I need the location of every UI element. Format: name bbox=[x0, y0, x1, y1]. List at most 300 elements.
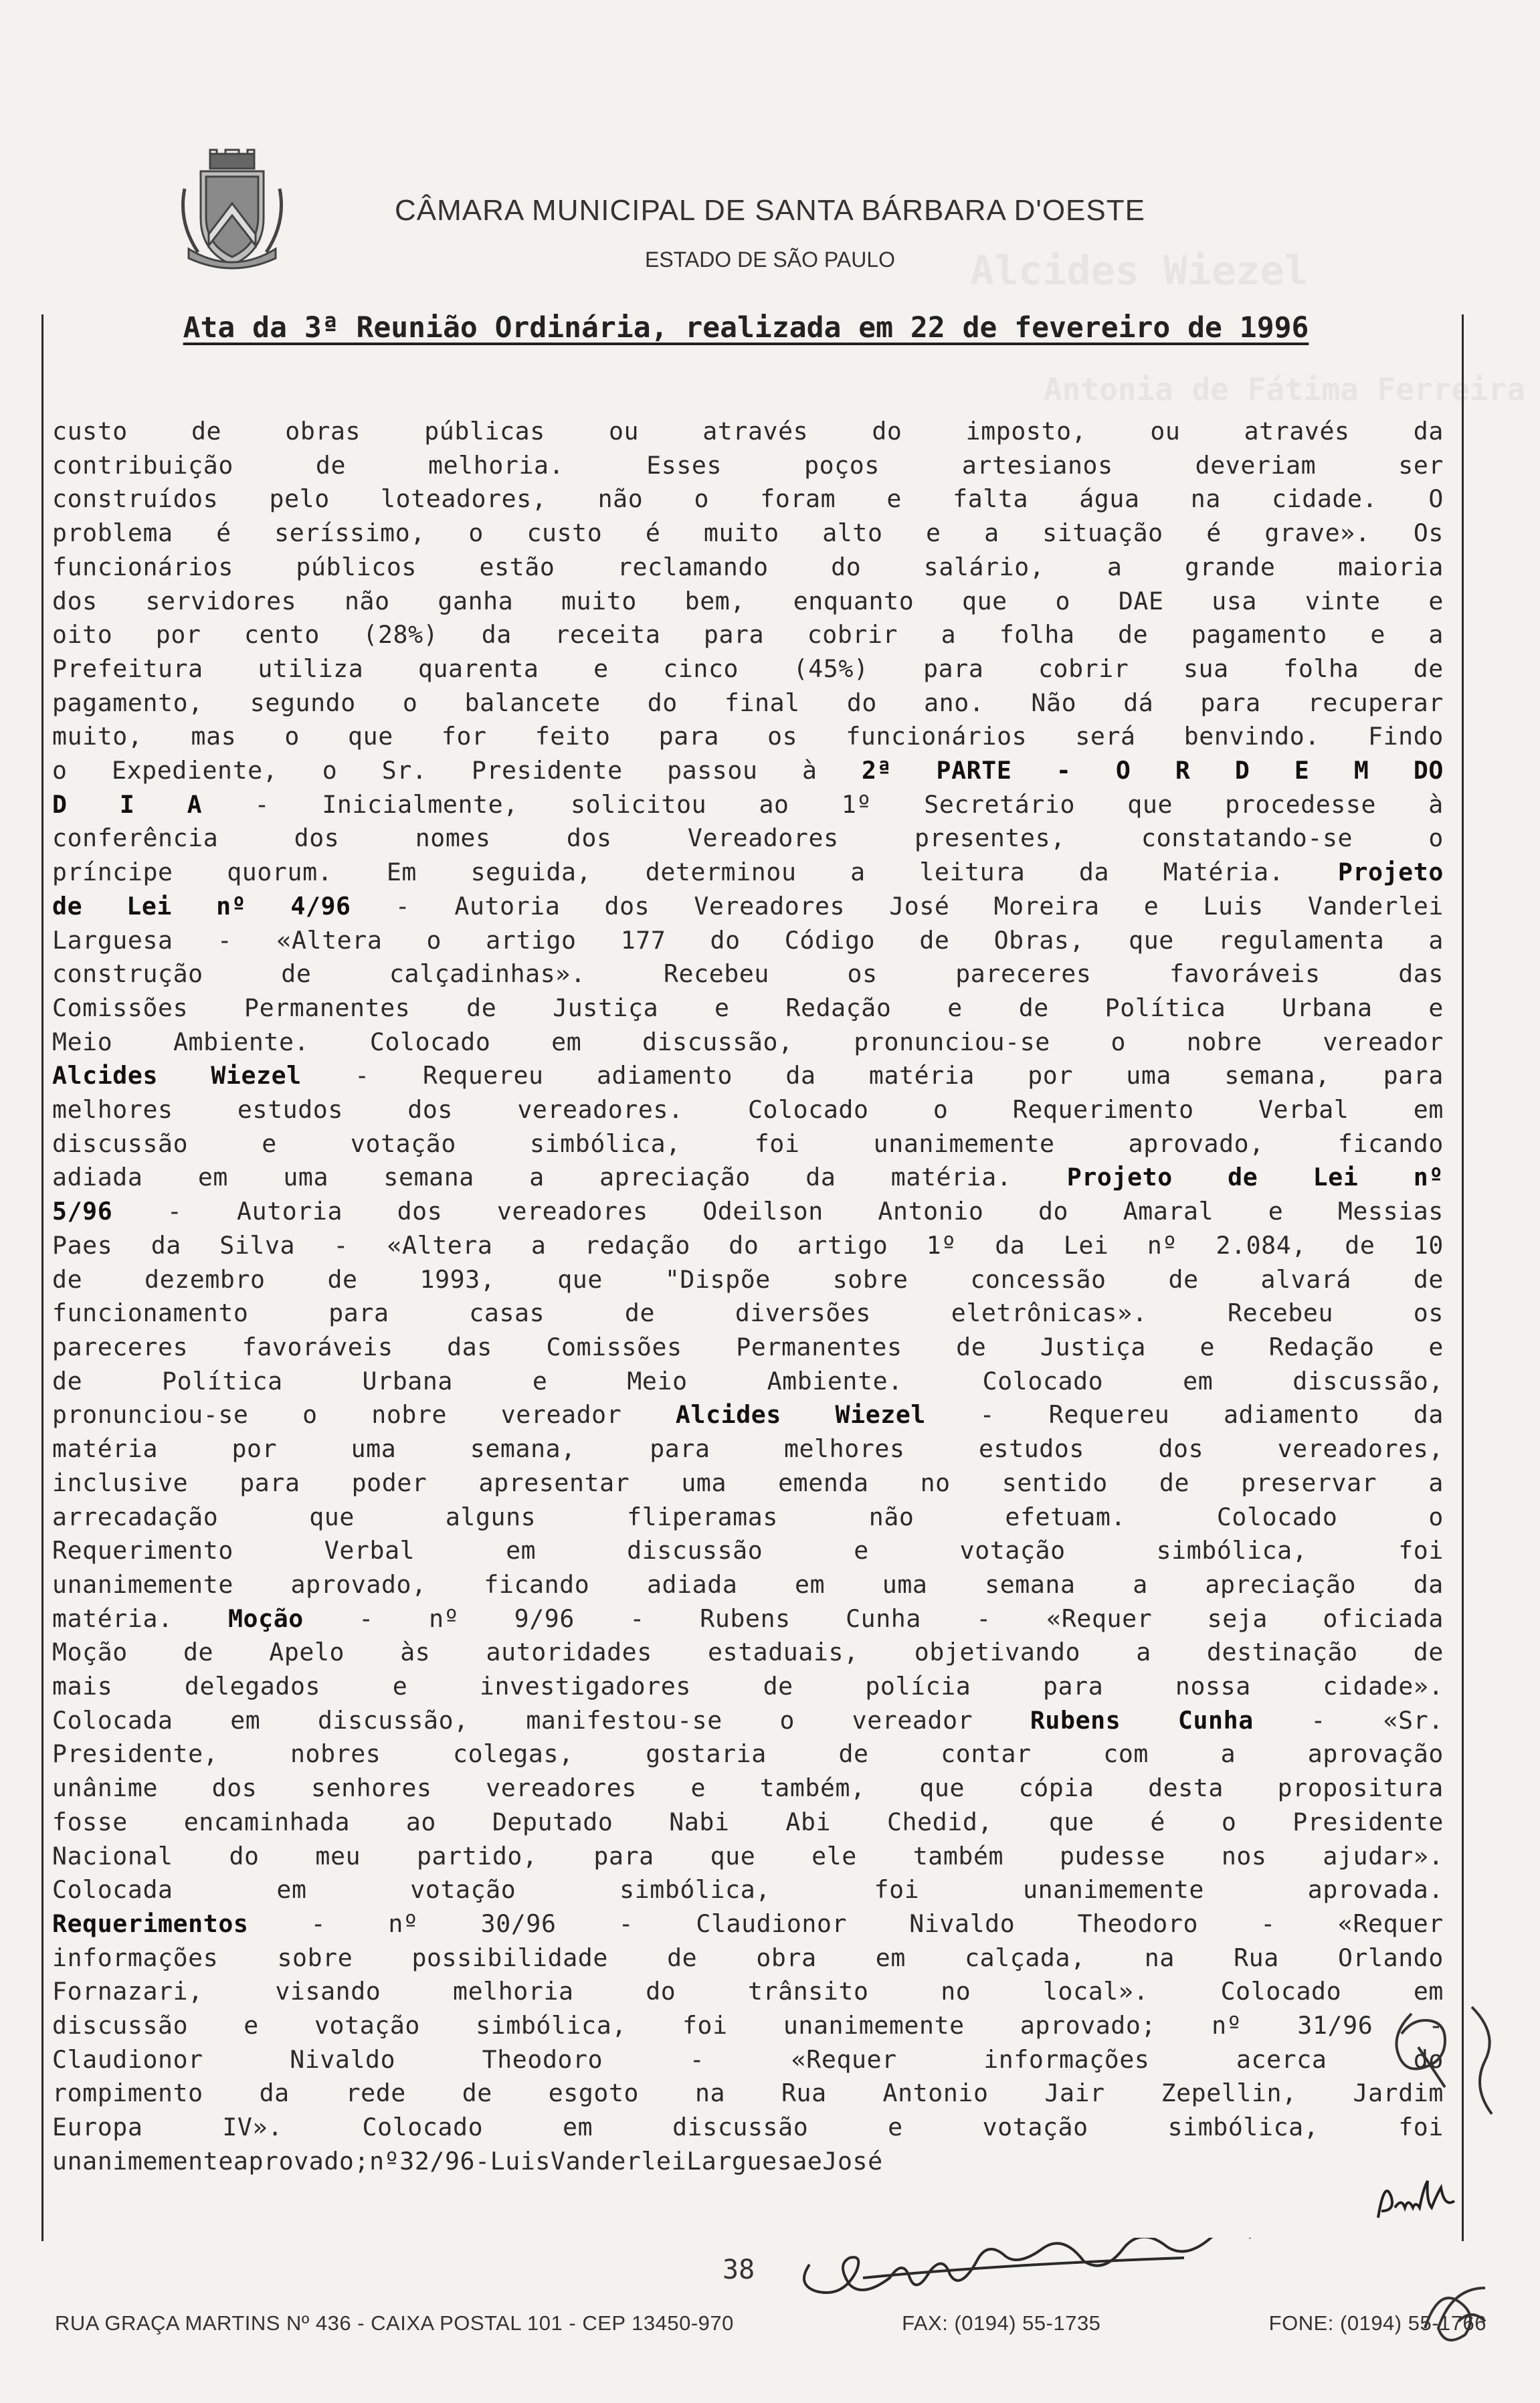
word: e bbox=[1268, 1197, 1284, 1226]
word: - bbox=[689, 2044, 705, 2074]
word: será bbox=[1075, 722, 1136, 751]
text-line bbox=[52, 1501, 1444, 1535]
text-line bbox=[52, 551, 1444, 585]
word: semana bbox=[383, 1163, 474, 1192]
word: inclusive bbox=[52, 1468, 189, 1497]
word: partido, bbox=[416, 1841, 538, 1870]
word: - bbox=[310, 1909, 326, 1938]
word: da bbox=[1078, 858, 1110, 887]
word: pudesse bbox=[1059, 1841, 1165, 1870]
word: estão bbox=[479, 552, 555, 581]
word: para bbox=[328, 1299, 389, 1328]
word: - bbox=[976, 1604, 991, 1633]
word: benvindo. bbox=[1183, 722, 1320, 751]
word: de bbox=[462, 2079, 492, 2108]
word: discussão bbox=[672, 2113, 809, 2142]
minutes-title: Ata da 3ª Reunião Ordinária, realizada em 22 de fevereiro de 1996 bbox=[183, 311, 1309, 345]
word: procedesse bbox=[1225, 789, 1377, 819]
word: para bbox=[593, 1841, 654, 1870]
word: - bbox=[1428, 2011, 1444, 2040]
text-line bbox=[52, 788, 1444, 822]
word: os bbox=[847, 959, 878, 989]
word: - bbox=[618, 1909, 634, 1938]
word: Apelo bbox=[269, 1638, 345, 1667]
word: gostaria bbox=[646, 1739, 767, 1769]
word: manifestou-se bbox=[526, 1705, 723, 1735]
word: balancete bbox=[464, 688, 601, 717]
word: Paes bbox=[52, 1230, 113, 1260]
word: eletrônicas». bbox=[951, 1299, 1148, 1328]
word: segundo bbox=[250, 688, 356, 717]
bold-word: PARTE bbox=[936, 756, 1012, 785]
word: de bbox=[838, 1739, 869, 1769]
word: «Sr. bbox=[1383, 1705, 1444, 1735]
word: Esses bbox=[646, 450, 723, 480]
word: da bbox=[1413, 1569, 1444, 1599]
bold-word: nº bbox=[1413, 1163, 1444, 1192]
word: - bbox=[217, 925, 233, 955]
word: apresentar bbox=[478, 1468, 630, 1497]
word: e bbox=[886, 484, 902, 514]
text-line bbox=[52, 720, 1444, 754]
word: 32/96 bbox=[399, 2146, 476, 2176]
word: ou bbox=[608, 417, 640, 446]
word: pagamento, bbox=[52, 688, 203, 717]
text-line bbox=[52, 1975, 1444, 2009]
word: apreciação bbox=[599, 1163, 751, 1192]
word: quorum. bbox=[227, 858, 333, 887]
word: de bbox=[1413, 654, 1444, 683]
word: Sr. bbox=[381, 756, 427, 785]
bold-word: Requerimentos bbox=[52, 1909, 249, 1938]
word: semana, bbox=[1224, 1061, 1331, 1090]
word: servidores bbox=[145, 586, 297, 615]
footer-phone: FONE: (0194) 55-1766 bbox=[1268, 2311, 1486, 2335]
text-line bbox=[52, 1466, 1444, 1501]
word: o bbox=[694, 484, 710, 514]
word: Ambiente. bbox=[173, 1027, 310, 1056]
word: «Requer bbox=[791, 2044, 897, 2074]
word: dá bbox=[1123, 688, 1154, 717]
footer-address: RUA GRAÇA MARTINS Nº 436 - CAIXA POSTAL 101 - CEP 13450-970 bbox=[55, 2311, 734, 2335]
word: pareceres bbox=[955, 959, 1092, 989]
word: imposto, bbox=[965, 417, 1087, 446]
word: poços bbox=[804, 450, 880, 480]
word: Rua bbox=[1234, 1943, 1279, 1972]
word: (45%) bbox=[793, 654, 869, 683]
word: Presidente bbox=[1292, 1807, 1444, 1836]
text-line bbox=[52, 482, 1444, 516]
text-line bbox=[52, 822, 1444, 856]
word: uma bbox=[1126, 1061, 1172, 1090]
word: e bbox=[888, 2113, 903, 2142]
word: poder bbox=[351, 1468, 427, 1497]
text-line bbox=[52, 618, 1444, 652]
word: arrecadação bbox=[52, 1502, 219, 1531]
word: Justiça bbox=[1040, 1332, 1146, 1361]
word: da bbox=[151, 1230, 181, 1260]
word: para bbox=[1042, 1672, 1104, 1701]
word: dos bbox=[52, 586, 98, 615]
word: - bbox=[167, 1197, 183, 1226]
text-line bbox=[52, 1432, 1444, 1466]
word: Meio bbox=[52, 1027, 113, 1056]
word: - bbox=[395, 891, 411, 921]
word: vereador bbox=[500, 1400, 622, 1430]
word: discussão bbox=[627, 1536, 763, 1565]
word: Autoria bbox=[454, 891, 561, 921]
word: maioria bbox=[1337, 552, 1444, 581]
word: a bbox=[1106, 552, 1123, 581]
word: e bbox=[532, 1366, 548, 1396]
word: 10 bbox=[1413, 1230, 1444, 1260]
word: do bbox=[831, 552, 862, 581]
word: do bbox=[846, 688, 878, 717]
word: reclamando bbox=[617, 552, 769, 581]
word: foi bbox=[874, 1875, 920, 1905]
word: Europa bbox=[52, 2113, 143, 2142]
word: não bbox=[868, 1502, 915, 1531]
word: é bbox=[1206, 518, 1222, 548]
word: de bbox=[956, 1332, 987, 1361]
word: Os bbox=[1413, 518, 1444, 548]
word: Código bbox=[784, 925, 876, 955]
word: polícia bbox=[865, 1672, 971, 1701]
bold-word: I bbox=[119, 789, 135, 819]
word: utiliza bbox=[258, 654, 364, 683]
word: vereador bbox=[1323, 1027, 1444, 1056]
word: e bbox=[392, 1672, 408, 1701]
word: - bbox=[355, 1061, 370, 1090]
word: problema bbox=[52, 518, 173, 548]
word: estaduais, bbox=[707, 1638, 859, 1667]
bold-word: 2ª bbox=[861, 756, 892, 785]
text-line bbox=[52, 2009, 1444, 2043]
institution-name: CÂMARA MUNICIPAL DE SANTA BÁRBARA D'OESTE bbox=[395, 194, 1145, 227]
bold-word: de bbox=[52, 891, 83, 921]
word: ou bbox=[1150, 417, 1181, 446]
text-line bbox=[52, 2077, 1444, 2111]
word: Ambiente. bbox=[767, 1366, 903, 1396]
word: - bbox=[333, 1230, 349, 1260]
word: Vereadores bbox=[694, 891, 846, 921]
word: favoráveis bbox=[1169, 959, 1321, 989]
word: Theodoro bbox=[482, 2044, 603, 2074]
text-line bbox=[52, 957, 1444, 991]
word: também bbox=[912, 1841, 1004, 1870]
word: que bbox=[710, 1841, 756, 1870]
word: estudos bbox=[978, 1434, 1085, 1464]
word: da bbox=[1413, 1400, 1444, 1430]
word: recuperar bbox=[1307, 688, 1444, 717]
word: usa bbox=[1212, 586, 1258, 615]
word: ano. bbox=[924, 688, 985, 717]
word: do bbox=[647, 688, 678, 717]
word: folha bbox=[1283, 654, 1359, 683]
word: públicas bbox=[424, 417, 545, 446]
word: apreciação bbox=[1205, 1569, 1357, 1599]
word: dos bbox=[566, 824, 612, 853]
word: Larguesa bbox=[686, 2146, 807, 2176]
word: quarenta bbox=[417, 654, 539, 683]
word: e bbox=[1428, 1332, 1444, 1361]
word: ele bbox=[811, 1841, 857, 1870]
word: para bbox=[658, 722, 719, 751]
word: casas bbox=[469, 1299, 545, 1328]
word: através bbox=[1244, 417, 1350, 446]
word: funcionários bbox=[52, 552, 233, 581]
word: de bbox=[1018, 993, 1049, 1022]
word: unanimemente bbox=[52, 2146, 233, 2176]
word: trânsito bbox=[747, 1977, 869, 2006]
text-line bbox=[52, 1941, 1444, 1976]
word: e bbox=[714, 993, 730, 1022]
word: vinte bbox=[1305, 586, 1381, 615]
word: que bbox=[309, 1502, 355, 1531]
word: funcionários bbox=[846, 722, 1028, 751]
word: foi bbox=[754, 1129, 800, 1158]
word: dos bbox=[604, 891, 650, 921]
word: feito bbox=[535, 722, 611, 751]
word: artesianos bbox=[961, 450, 1113, 480]
text-line bbox=[52, 1568, 1444, 1602]
word: esgoto bbox=[548, 2079, 640, 2108]
word: na bbox=[694, 2079, 726, 2108]
bold-word: Rubens bbox=[1030, 1705, 1121, 1735]
bold-word: M bbox=[1353, 756, 1369, 785]
word: nomes bbox=[415, 824, 491, 853]
word: loteadores, bbox=[381, 484, 547, 514]
word: Nivaldo bbox=[909, 1909, 1016, 1938]
text-line bbox=[52, 856, 1444, 890]
word: públicos bbox=[296, 552, 417, 581]
word: Colocado bbox=[1216, 1502, 1338, 1531]
bold-word: Projeto bbox=[1066, 1163, 1173, 1192]
word: «Altera bbox=[276, 925, 383, 955]
word: ao bbox=[405, 1807, 437, 1836]
word: semana bbox=[985, 1569, 1076, 1599]
text-line bbox=[52, 1059, 1444, 1093]
word: Meio bbox=[627, 1366, 688, 1396]
word: Colocado bbox=[1220, 1977, 1342, 2006]
word: Odeilson bbox=[702, 1197, 824, 1226]
word: à bbox=[801, 756, 817, 785]
word: - bbox=[254, 789, 270, 819]
word: mais bbox=[52, 1672, 113, 1701]
text-line bbox=[52, 686, 1444, 720]
word: ser bbox=[1398, 450, 1444, 480]
bold-word: Moção bbox=[227, 1604, 304, 1633]
word: votação bbox=[314, 2011, 421, 2040]
word: a bbox=[1136, 1638, 1151, 1667]
word: não bbox=[344, 586, 390, 615]
word: foi bbox=[682, 2011, 728, 2040]
word: matéria. bbox=[52, 1604, 173, 1633]
word: Fornazari, bbox=[52, 1977, 203, 2006]
word: o bbox=[322, 756, 338, 785]
word: muito, bbox=[52, 722, 143, 751]
word: efetuam. bbox=[1005, 1502, 1126, 1531]
word: artigo bbox=[797, 1230, 888, 1260]
word: construção bbox=[52, 959, 203, 989]
word: 1993, bbox=[419, 1264, 496, 1294]
word: discussão, bbox=[317, 1705, 469, 1735]
word: seja bbox=[1207, 1604, 1268, 1633]
word: em bbox=[506, 1536, 537, 1565]
word: regulamenta bbox=[1218, 925, 1385, 955]
word: autoridades bbox=[486, 1638, 652, 1667]
word: obras bbox=[285, 417, 361, 446]
word: em bbox=[197, 1163, 228, 1192]
word: propositura bbox=[1277, 1773, 1444, 1803]
word: 30/96 bbox=[480, 1909, 557, 1938]
word: de bbox=[191, 417, 222, 446]
word: Matéria. bbox=[1163, 858, 1284, 887]
word: a bbox=[941, 620, 957, 650]
word: desta bbox=[1148, 1773, 1224, 1803]
word: nos bbox=[1221, 1841, 1267, 1870]
word: Vereadores bbox=[687, 824, 839, 853]
word: que bbox=[919, 1773, 965, 1803]
word: com bbox=[1103, 1739, 1149, 1769]
word: melhores bbox=[52, 1095, 173, 1125]
bold-word: R bbox=[1175, 756, 1191, 785]
word: diversões bbox=[735, 1299, 872, 1328]
word: Requereu bbox=[423, 1061, 544, 1090]
word: conferência bbox=[52, 824, 219, 853]
word: de bbox=[1168, 1264, 1199, 1294]
text-line bbox=[52, 1602, 1444, 1636]
word: pronunciou-se bbox=[52, 1400, 249, 1430]
word: que bbox=[962, 586, 1007, 615]
word: de bbox=[1413, 1264, 1444, 1294]
word: e bbox=[854, 1536, 869, 1565]
word: colegas, bbox=[453, 1739, 574, 1769]
word: destinação bbox=[1206, 1638, 1358, 1667]
word: Redação bbox=[785, 993, 892, 1022]
bold-word: 4/96 bbox=[290, 891, 351, 921]
text-line bbox=[52, 516, 1444, 551]
bold-word: de bbox=[1228, 1163, 1258, 1192]
word: muito bbox=[561, 586, 637, 615]
word: pareceres bbox=[52, 1332, 189, 1361]
word: - bbox=[979, 1400, 995, 1430]
word: adiamento bbox=[1223, 1400, 1360, 1430]
word: do bbox=[710, 925, 741, 955]
word: ao bbox=[759, 789, 789, 819]
text-line bbox=[52, 924, 1444, 958]
word: constatando-se bbox=[1141, 824, 1353, 853]
state-name: ESTADO DE SÃO PAULO bbox=[644, 248, 895, 272]
word: Abi bbox=[785, 1807, 832, 1836]
word: o bbox=[302, 1400, 318, 1430]
word: e bbox=[690, 1773, 706, 1803]
word: Expediente, bbox=[112, 756, 278, 785]
word: de bbox=[667, 1943, 698, 1972]
word: Colocada bbox=[52, 1875, 173, 1905]
word: dos bbox=[407, 1095, 453, 1125]
word: a bbox=[1133, 1569, 1148, 1599]
text-line bbox=[52, 1704, 1444, 1738]
word: Findo bbox=[1368, 722, 1444, 751]
word: 2.084, bbox=[1216, 1230, 1307, 1260]
word: para bbox=[923, 654, 984, 683]
word: contribuição bbox=[52, 450, 233, 480]
word: que bbox=[1129, 925, 1174, 955]
word: para bbox=[239, 1468, 300, 1497]
word: presentes, bbox=[914, 824, 1066, 853]
word: fosse bbox=[52, 1807, 128, 1836]
word: pagamento bbox=[1191, 620, 1327, 650]
word: Colocada bbox=[52, 1705, 173, 1735]
word: deveriam bbox=[1195, 450, 1317, 480]
word: discussão, bbox=[1292, 1366, 1444, 1396]
word: a bbox=[984, 518, 999, 548]
text-line bbox=[52, 1365, 1444, 1399]
word: votação bbox=[959, 1536, 1066, 1565]
word: nobre bbox=[1186, 1027, 1262, 1056]
word: Justiça bbox=[553, 993, 659, 1022]
word: sobre bbox=[277, 1943, 353, 1972]
word: é bbox=[216, 518, 231, 548]
word: foi bbox=[1398, 2113, 1444, 2142]
word: de bbox=[1413, 1638, 1444, 1667]
word: oito bbox=[52, 620, 113, 650]
word: para bbox=[650, 1434, 710, 1464]
word: Inicialmente, bbox=[322, 789, 518, 819]
text-line bbox=[52, 1127, 1444, 1161]
handwritten-signature bbox=[1465, 2000, 1505, 2121]
word: Recebeu bbox=[663, 959, 770, 989]
word: dezembro bbox=[145, 1264, 266, 1294]
word: e bbox=[593, 654, 609, 683]
word: os bbox=[1413, 1299, 1444, 1328]
word: 1º bbox=[841, 789, 872, 819]
bold-word: Wiezel bbox=[211, 1061, 302, 1090]
word: Obras, bbox=[993, 925, 1085, 955]
word: em bbox=[795, 1569, 826, 1599]
word: vereadores. bbox=[517, 1095, 684, 1125]
word: príncipe bbox=[52, 858, 173, 887]
word: Política bbox=[1104, 993, 1226, 1022]
word: O bbox=[1428, 484, 1444, 514]
word: nº bbox=[369, 2146, 400, 2176]
word: de bbox=[327, 1264, 358, 1294]
text-line bbox=[52, 1873, 1444, 1907]
word: obra bbox=[756, 1943, 817, 1972]
word: - bbox=[359, 1604, 374, 1633]
word: Claudionor bbox=[52, 2044, 203, 2074]
word: Theodoro bbox=[1077, 1909, 1199, 1938]
word: e bbox=[1428, 586, 1444, 615]
word: simbólica, bbox=[476, 2011, 627, 2040]
word: do bbox=[646, 1977, 676, 2006]
word: o bbox=[1221, 1807, 1237, 1836]
word: do bbox=[1038, 1197, 1069, 1226]
word: nº bbox=[429, 1604, 460, 1633]
word: (28%) bbox=[363, 620, 439, 650]
word: falta bbox=[953, 484, 1029, 514]
word: alvará bbox=[1260, 1264, 1351, 1294]
bold-word: Projeto bbox=[1337, 858, 1444, 887]
word: «Altera bbox=[387, 1230, 493, 1260]
word: para bbox=[1383, 1061, 1444, 1090]
word: que bbox=[1048, 1807, 1094, 1836]
word: unânime bbox=[52, 1773, 159, 1803]
word: Messias bbox=[1337, 1197, 1444, 1226]
word: discussão, bbox=[642, 1027, 793, 1056]
text-line bbox=[52, 1263, 1444, 1297]
